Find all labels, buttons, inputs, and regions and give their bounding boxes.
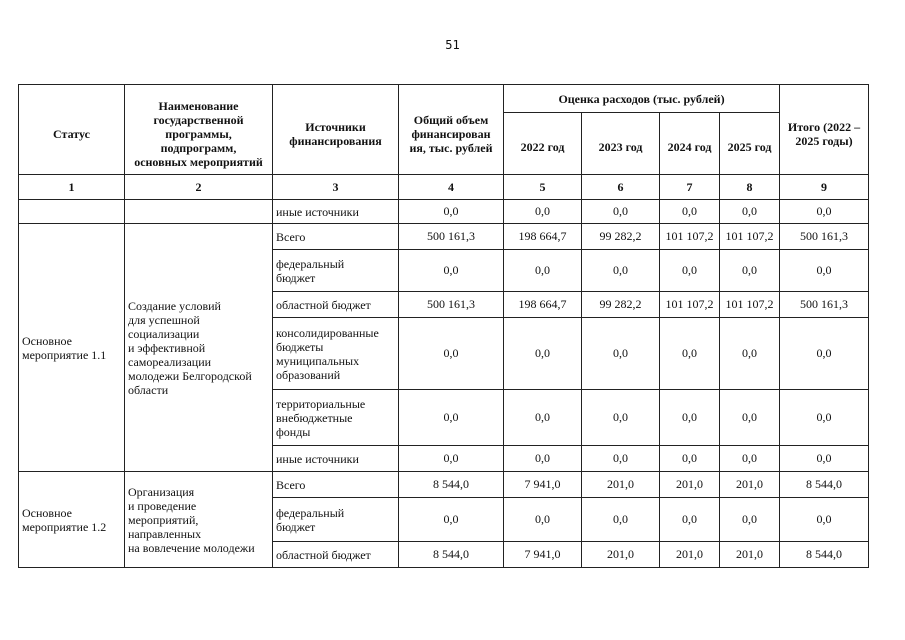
name-line: области	[128, 382, 169, 397]
value-cell: 0,0	[780, 318, 869, 390]
value-cell: 0,0	[720, 318, 780, 390]
column-number: 6	[582, 175, 660, 200]
value-cell: 0,0	[720, 200, 780, 224]
header-sources-line: Источники	[305, 119, 366, 134]
column-number: 2	[125, 175, 273, 200]
column-number: 9	[780, 175, 869, 200]
source-cell	[273, 390, 399, 446]
value-cell: 0,0	[582, 390, 660, 446]
name-line: социализации	[128, 326, 200, 341]
value-cell: 0,0	[399, 498, 504, 542]
value-cell: 500 161,3	[780, 292, 869, 318]
value-cell: 101 107,2	[720, 224, 780, 250]
value-cell: 0,0	[399, 318, 504, 390]
header-name-line: государственной	[153, 112, 244, 127]
header-status: Статус	[19, 85, 125, 175]
value-cell: 0,0	[660, 498, 720, 542]
value-cell: 7 941,0	[504, 542, 582, 568]
value-cell: 8 544,0	[780, 542, 869, 568]
value-cell: 7 941,0	[504, 472, 582, 498]
source-line: федеральный	[276, 256, 345, 271]
table-row	[19, 472, 869, 498]
value-cell: 201,0	[582, 472, 660, 498]
source-line: консолидированные	[276, 325, 379, 340]
value-cell: 0,0	[780, 446, 869, 472]
source-cell: Всего	[273, 224, 399, 250]
value-cell: 201,0	[660, 542, 720, 568]
name-line: Организация	[128, 484, 195, 499]
value-cell: 500 161,3	[399, 224, 504, 250]
value-cell: 0,0	[399, 390, 504, 446]
name-line: и эффективной	[128, 340, 206, 355]
column-number: 4	[399, 175, 504, 200]
value-cell: 0,0	[582, 446, 660, 472]
table-row	[19, 224, 869, 250]
status-line: Основное	[22, 505, 72, 520]
budget-table	[18, 84, 869, 568]
value-cell: 0,0	[720, 250, 780, 292]
value-cell: 201,0	[720, 542, 780, 568]
value-cell: 0,0	[720, 390, 780, 446]
value-cell: 0,0	[780, 498, 869, 542]
header-name-line: Наименование	[158, 98, 239, 113]
source-cell	[273, 318, 399, 390]
header-year-2024: 2024 год	[660, 113, 720, 175]
value-cell: 201,0	[660, 472, 720, 498]
value-cell: 0,0	[582, 250, 660, 292]
name-line: для успешной	[128, 312, 200, 327]
source-cell: областной бюджет	[273, 542, 399, 568]
value-cell: 101 107,2	[720, 292, 780, 318]
value-cell: 0,0	[504, 200, 582, 224]
source-cell: областной бюджет	[273, 292, 399, 318]
value-cell: 0,0	[660, 200, 720, 224]
value-cell: 101 107,2	[660, 292, 720, 318]
header-total-line: финансирован	[411, 126, 491, 141]
value-cell: 0,0	[582, 200, 660, 224]
status-cell	[19, 472, 125, 568]
name-line: самореализации	[128, 354, 212, 369]
status-cell	[19, 224, 125, 472]
status-line: мероприятие 1.2	[22, 519, 107, 534]
value-cell: 500 161,3	[399, 292, 504, 318]
source-cell: Всего	[273, 472, 399, 498]
value-cell: 0,0	[504, 390, 582, 446]
name-line: на вовлечение молодежи	[128, 540, 255, 555]
status-cell	[19, 200, 125, 224]
name-line: мероприятий,	[128, 512, 199, 527]
value-cell: 0,0	[720, 498, 780, 542]
name-cell	[125, 200, 273, 224]
table-row	[19, 200, 869, 224]
value-cell: 0,0	[399, 200, 504, 224]
source-line: муниципальных	[276, 353, 360, 368]
value-cell: 0,0	[660, 390, 720, 446]
name-line: молодежи Белгородской	[128, 368, 252, 383]
header-itogo-line: 2025 годы)	[795, 133, 853, 148]
value-cell: 201,0	[720, 472, 780, 498]
value-cell: 0,0	[504, 250, 582, 292]
value-cell: 198 664,7	[504, 292, 582, 318]
name-cell	[125, 472, 273, 568]
value-cell: 99 282,2	[582, 292, 660, 318]
column-number: 1	[19, 175, 125, 200]
header-sources	[273, 85, 399, 175]
source-cell	[273, 250, 399, 292]
status-line: Основное	[22, 333, 72, 348]
value-cell: 8 544,0	[399, 472, 504, 498]
value-cell: 198 664,7	[504, 224, 582, 250]
source-line: образований	[276, 367, 341, 382]
header-estimate: Оценка расходов (тыс. рублей)	[504, 85, 780, 113]
value-cell: 0,0	[582, 318, 660, 390]
value-cell: 0,0	[780, 390, 869, 446]
value-cell: 101 107,2	[660, 224, 720, 250]
header-itogo-line: Итого (2022 –	[787, 119, 861, 134]
header-name-line: основных мероприятий	[134, 154, 263, 169]
column-number: 3	[273, 175, 399, 200]
value-cell: 0,0	[504, 498, 582, 542]
value-cell: 0,0	[720, 446, 780, 472]
value-cell: 0,0	[399, 446, 504, 472]
value-cell: 8 544,0	[780, 472, 869, 498]
source-cell: иные источники	[273, 446, 399, 472]
value-cell: 8 544,0	[399, 542, 504, 568]
name-line: и проведение	[128, 498, 197, 513]
header-year-2023: 2023 год	[582, 113, 660, 175]
source-line: фонды	[276, 424, 311, 439]
source-cell: иные источники	[273, 200, 399, 224]
header-total-line: ия, тыс. рублей	[409, 140, 493, 155]
page-number: 51	[445, 38, 460, 52]
header-name	[125, 85, 273, 175]
source-cell	[273, 498, 399, 542]
name-cell	[125, 224, 273, 472]
header-year-2025: 2025 год	[720, 113, 780, 175]
header-total-volume	[399, 85, 504, 175]
header-name-line: подпрограмм,	[160, 140, 237, 155]
source-line: федеральный	[276, 505, 345, 520]
name-line: Создание условий	[128, 298, 221, 313]
column-number: 5	[504, 175, 582, 200]
value-cell: 0,0	[504, 446, 582, 472]
source-line: бюджет	[276, 270, 316, 285]
value-cell: 201,0	[582, 542, 660, 568]
source-line: бюджеты	[276, 339, 324, 354]
value-cell: 99 282,2	[582, 224, 660, 250]
name-line: направленных	[128, 526, 202, 541]
value-cell: 0,0	[780, 200, 869, 224]
value-cell: 0,0	[780, 250, 869, 292]
header-total-line: Общий объем	[413, 112, 489, 127]
column-numbers-row	[19, 175, 869, 200]
source-line: бюджет	[276, 519, 316, 534]
source-line: внебюджетные	[276, 410, 353, 425]
value-cell: 500 161,3	[780, 224, 869, 250]
header-itogo	[780, 85, 869, 175]
value-cell: 0,0	[660, 250, 720, 292]
value-cell: 0,0	[660, 318, 720, 390]
value-cell: 0,0	[399, 250, 504, 292]
source-line: территориальные	[276, 396, 366, 411]
column-number: 7	[660, 175, 720, 200]
header-name-line: программы,	[165, 126, 232, 141]
column-number: 8	[720, 175, 780, 200]
value-cell: 0,0	[660, 446, 720, 472]
header-year-2022: 2022 год	[504, 113, 582, 175]
status-line: мероприятие 1.1	[22, 347, 107, 362]
value-cell: 0,0	[582, 498, 660, 542]
header-sources-line: финансирования	[289, 133, 382, 148]
value-cell: 0,0	[504, 318, 582, 390]
